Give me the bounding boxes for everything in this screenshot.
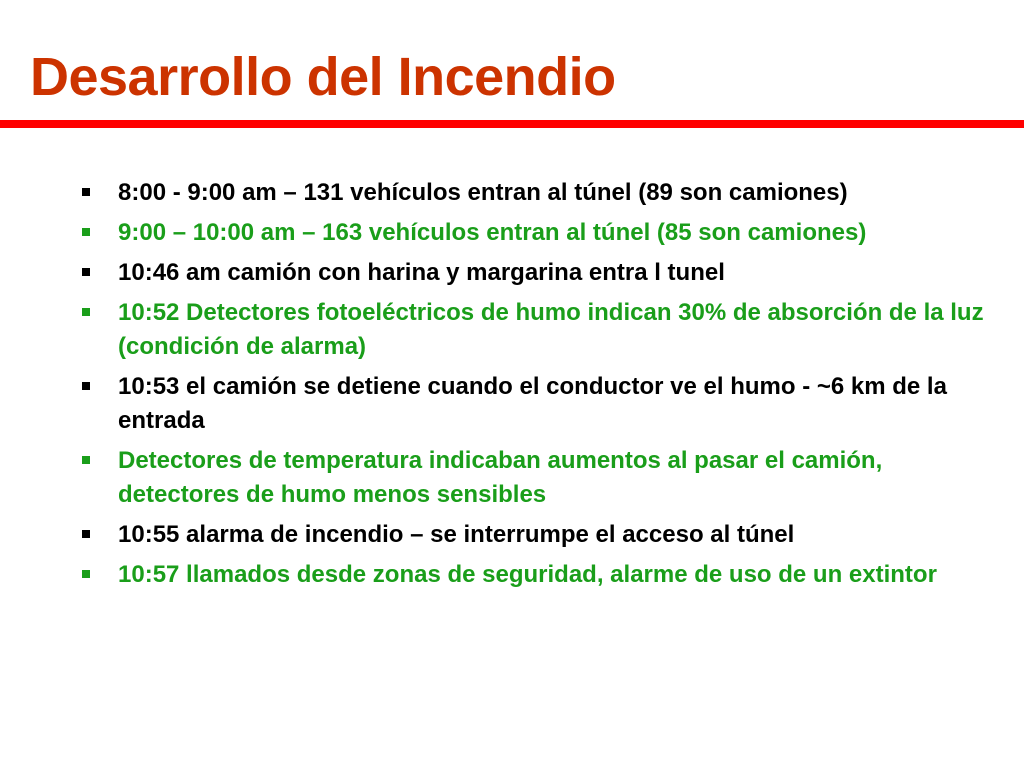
bullet-text: 10:46 am camión con harina y margarina entra l tunel [118, 259, 725, 286]
bullet-item [0, 518, 1024, 552]
square-bullet-icon [82, 456, 90, 464]
square-bullet-icon [82, 188, 90, 196]
square-bullet-icon [82, 308, 90, 316]
bullet-item [0, 216, 1024, 250]
bullet-item [0, 256, 1024, 290]
bullet-item [0, 444, 1024, 512]
square-bullet-icon [82, 228, 90, 236]
square-bullet-icon [82, 570, 90, 578]
square-bullet-icon [82, 382, 90, 390]
slide-title: Desarrollo del Incendio [30, 47, 616, 107]
bullet-text: Detectores de temperatura indicaban aumentos al pasar el camión, detectores de humo menos sensibles [118, 447, 883, 508]
bullet-text: 10:57 llamados desde zonas de seguridad, alarme de uso de un extintor [118, 561, 937, 588]
bullet-text: 10:55 alarma de incendio – se interrumpe el acceso al túnel [118, 521, 795, 548]
title-divider [0, 120, 1024, 128]
bullet-text: 9:00 – 10:00 am – 163 vehículos entran al túnel (85 son camiones) [118, 219, 867, 246]
bullet-text: 10:52 Detectores fotoeléctricos de humo indican 30% de absorción de la luz (condición de alarma) [118, 299, 984, 360]
square-bullet-icon [82, 268, 90, 276]
square-bullet-icon [82, 530, 90, 538]
bullet-item [0, 558, 1024, 592]
bullet-text: 10:53 el camión se detiene cuando el conductor ve el humo - ~6 km de la entrada [118, 373, 947, 434]
bullet-list [0, 176, 1024, 598]
bullet-text: 8:00 - 9:00 am – 131 vehículos entran al túnel (89 son camiones) [118, 179, 848, 206]
bullet-item [0, 176, 1024, 210]
bullet-item [0, 370, 1024, 438]
bullet-item [0, 296, 1024, 364]
